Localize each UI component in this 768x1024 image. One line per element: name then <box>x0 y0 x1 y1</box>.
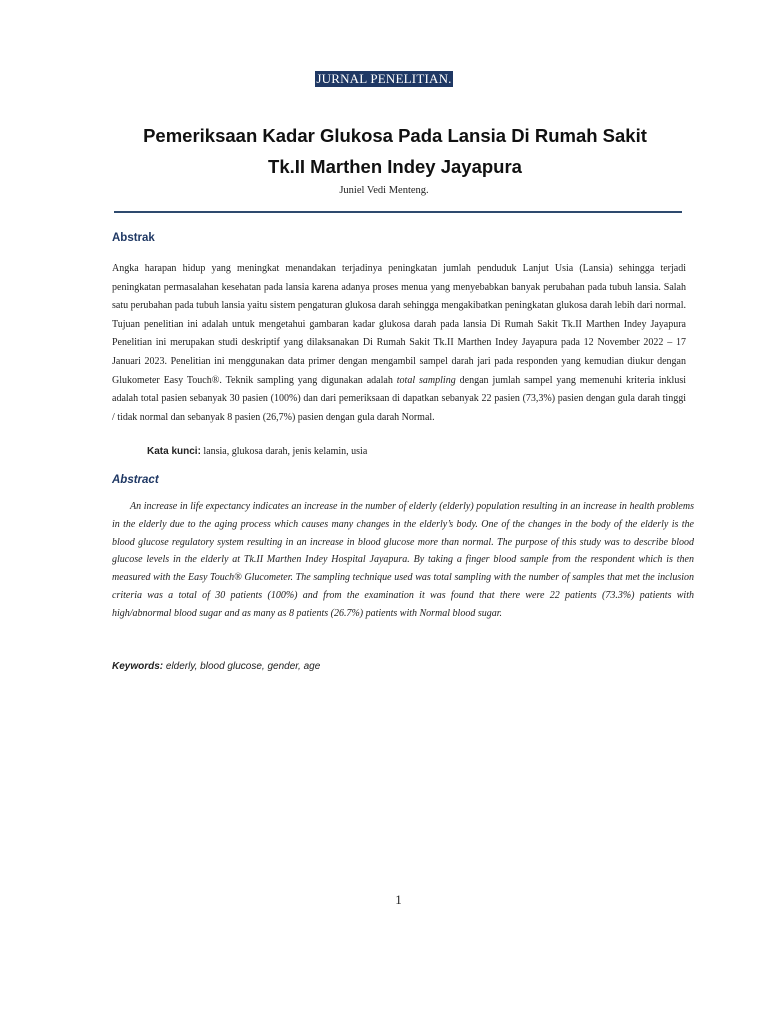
title-divider <box>114 211 682 213</box>
abstrak-heading: Abstrak <box>112 232 155 244</box>
title-line-2: Tk.II Marthen Indey Jayapura <box>268 156 522 177</box>
journal-tag-label: JURNAL PENELITIAN. <box>316 71 452 86</box>
abstrak-text-part-2: dengan jumlah sampel yang memenuhi kriteria inklusi adalah total pasien sebanyak 30 pasien (100%) dan dari pemeriksaan di dapatkan sebanyak 22 pasien (73,3%) pasien dengan gula darah tinggi / tidak normal dan sebanyak 8 pasien (26,7%) pasien dengan gula darah Normal. <box>112 374 686 423</box>
journal-tag <box>0 70 768 88</box>
kata-kunci <box>147 446 367 457</box>
kata-kunci-label: Kata kunci: <box>147 446 201 457</box>
abstract-heading: Abstract <box>112 474 159 486</box>
abstrak-italic-term: total sampling <box>396 374 456 386</box>
paper-title <box>90 120 700 182</box>
kata-kunci-values: lansia, glukosa darah, jenis kelamin, usia <box>200 446 368 457</box>
keywords <box>112 661 320 672</box>
keywords-label: Keywords: <box>112 661 164 672</box>
keywords-values: elderly, blood glucose, gender, age <box>163 661 321 672</box>
abstrak-text <box>112 260 686 427</box>
page-number: 1 <box>395 892 402 907</box>
abstrak-text-part-1: Angka harapan hidup yang meningkat menandakan terjadinya peningkatan jumlah penduduk Lanjut Usia (Lansia) sehingga terjadi peningkatan permasalahan kesehatan pada lansia karena adanya proses menua yang menyebabkan banyak perubahan pada tubuh lansia. Salah satu perubahan pada tubuh lansia yaitu sistem pengaturan glukosa darah sehingga mengakibatkan peningkatan glukosa darah lebih dari normal. Tujuan penelitian ini adalah untuk mengetahui gambaran kadar glukosa darah pada lansia Di Rumah Sakit Tk.II Marthen Indey Jayapura Penelitian ini merupakan studi deskriptif yang dilaksanakan Di Rumah Sakit Tk.II Marthen Indey Jayapura pada 12 November 2022 – 17 Januari 2023. Penelitian ini menggunakan data primer dengan mengambil sampel darah jari pada responden yang kemudian diukur dengan Glukometer Easy Touch®. Teknik sampling yang digunakan adalah <box>112 263 686 386</box>
author: Juniel Vedi Menteng. <box>339 185 429 196</box>
abstract-text: An increase in life expectancy indicates an increase in the number of elderly (elderly) population resulting in an increase in health problems in the elderly due to the aging process which causes many changes in the elderly’s body. One of the changes in the body of the elderly is the blood glucose regulatory system resulting in an increase in blood glucose more than normal. The purpose of this study was to describe blood glucose levels in the elderly at Tk.II Marthen Indey Hospital Jayapura. By taking a finger blood sample from the respondent which is then measured with the Easy Touch® Glucometer. The sampling technique used was total sampling with the number of samples that met the inclusion criteria was a total of 30 patients (100%) and from the examination it was found that there were 22 patients (73.3%) patients with high/abnormal blood sugar and as many as 8 patients (26.7%) patients with Normal blood sugar. <box>112 501 694 619</box>
title-line-1: Pemeriksaan Kadar Glukosa Pada Lansia Di Rumah Sakit <box>143 125 647 146</box>
